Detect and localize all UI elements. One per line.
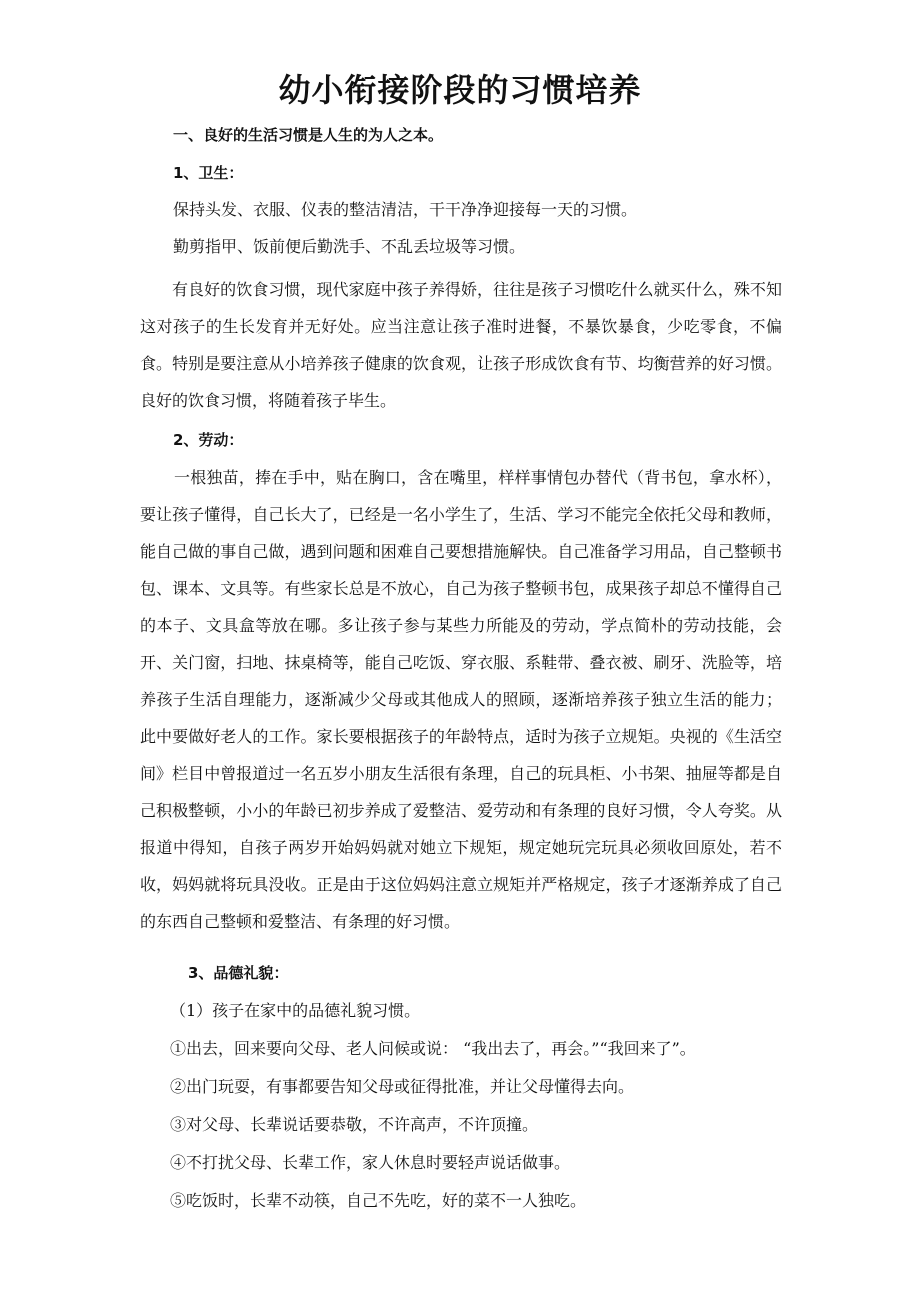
- morals-item-3: ③对父母、长辈说话要恭敬，不许高声，不许顶撞。: [170, 1115, 539, 1134]
- hygiene-line-2: 勤剪指甲、饭前便后勤洗手、不乱丢垃圾等习惯。: [173, 237, 526, 256]
- morals-subheading-home: （1）孩子在家中的品德礼貌习惯。: [170, 1001, 421, 1020]
- hygiene-line-1: 保持头发、衣服、仪表的整洁清洁，干干净净迎接每一天的习惯。: [173, 200, 638, 219]
- labor-paragraph: 一根独苗，捧在手中，贴在胸口，含在嘴里，样样事情包办替代（背书包，拿水杯），要让孩子懂得，自己长大了，已经是一名小学生了，生活、学习不能完全依托父母和教师，能自己做的事自己做，遇到问题和困难自己要想措施解快。自己准备学习用品，自己整顿书包、课本、文具等。有些家长总是不放心，自己为孩子整顿书包，成果孩子却总不懂得自己的本子、文具盒等放在哪。多让孩子参与某些力所能及的劳动，学点简朴的劳动技能，会开、关门窗，扫地、抹桌椅等，能自己吃饭、穿衣服、系鞋带、叠衣被、刷牙、洗脸等，培养孩子生活自理能力，逐渐减少父母或其他成人的照顾，逐渐培养孩子独立生活的能力； 此中要做好老人的工作。家长要根据孩子的年龄特点，适时为孩子立规矩。央视的《生活空间》栏目中曾报道过一名五岁小朋友生活很有条理，自己的玩具柜、小书架、抽屉等都是自己积极整顿，小小的年龄已初步养成了爱整洁、爱劳动和有条理的良好习惯，令人夸奖。从报道中得知，自孩子两岁开始妈妈就对她立下规矩，规定她玩完玩具必须收回原处，若不收，妈妈就将玩具没收。正是由于这位妈妈注意立规矩并严格规定，孩子才逐渐养成了自己的东西自己整顿和爱整洁、有条理的好习惯。: [140, 468, 782, 931]
- morals-item-5: ⑤吃饭时，长辈不动筷，自己不先吃，好的菜不一人独吃。: [170, 1191, 587, 1210]
- section-heading-living-habits: 一、良好的生活习惯是人生的为人之本。: [173, 126, 444, 144]
- document-title: 幼小衔接阶段的习惯培养: [278, 71, 642, 109]
- morals-item-1: ①出去，回来要向父母、老人问候或说： “我出去了，再会。”“我回来了”。: [170, 1039, 696, 1058]
- subheading-morals: 3、品德礼貌：: [188, 964, 289, 982]
- subheading-labor: 2、劳动：: [173, 431, 244, 449]
- diet-paragraph: 有良好的饮食习惯，现代家庭中孩子养得娇，往往是孩子习惯吃什么就买什么，殊不知这对孩子的生长发育并无好处。应当注意让孩子准时进餐，不暴饮暴食，少吃零食，不偏食。特别是要注意从小培养孩子健康的饮食观，让孩子形成饮食有节、均衡营养的好习惯。良好的饮食习惯，将随着孩子毕生。: [140, 280, 782, 410]
- morals-item-2: ②出门玩耍，有事都要告知父母或征得批准，并让父母懂得去向。: [170, 1077, 635, 1096]
- subheading-hygiene: 1、卫生：: [173, 164, 244, 182]
- morals-item-4: ④不打扰父母、长辈工作，家人休息时要轻声说话做事。: [170, 1153, 571, 1172]
